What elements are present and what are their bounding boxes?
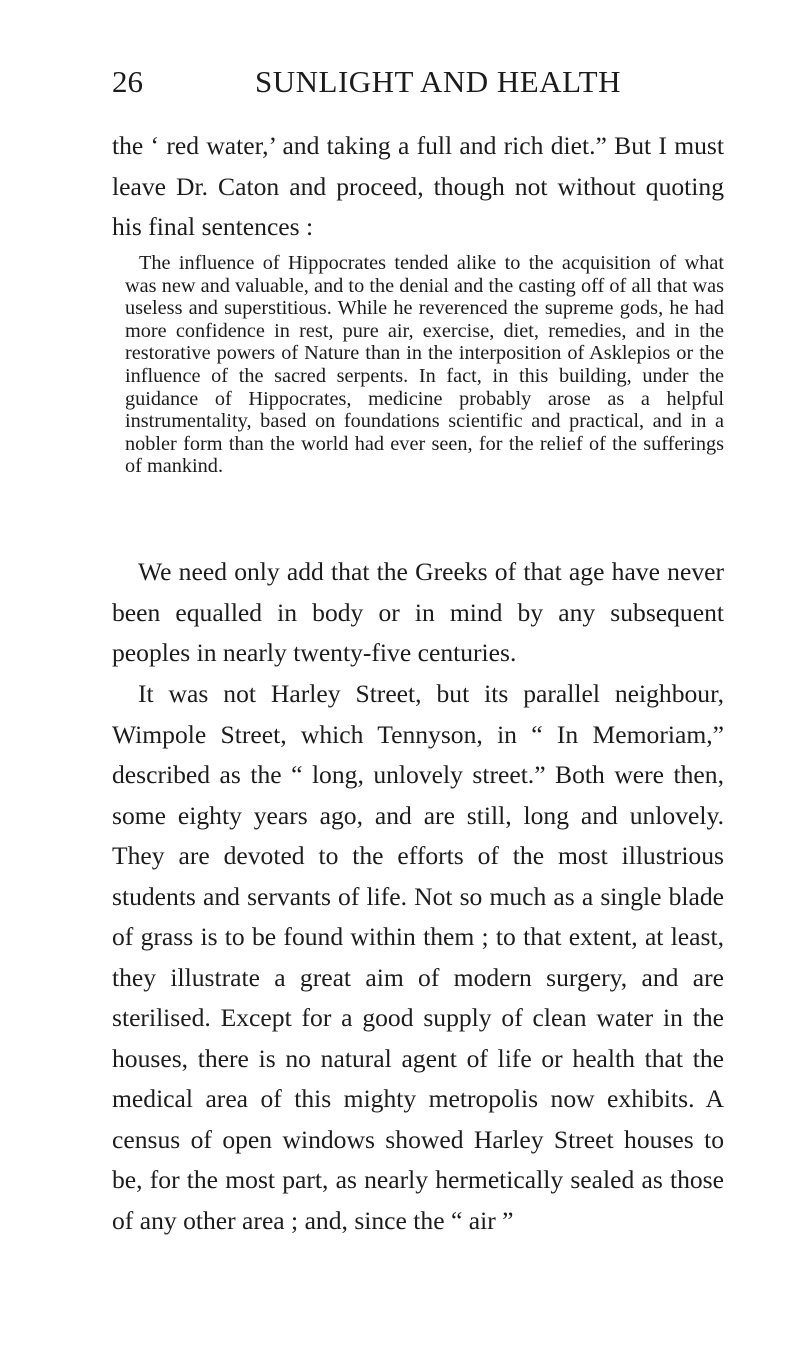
- running-title: SUNLIGHT AND HEALTH: [255, 64, 621, 99]
- lead-paragraph: the ‘ red water,’ and taking a full and rich diet.” But I must leave Dr. Caton and proceed, though not without quoting his final sentences :: [112, 131, 724, 241]
- block-quotation: The influence of Hippocrates tended alike to the acquisition of what was new and valuable, and to the denial and the casting off of all that was useless and superstitious. While he reverenced the supreme gods, he had more confidence in rest, pure air, exercise, diet, remedies, and in the restorative powers of Nature than in the interposition of Asklepios or the influence of the sacred serpents. In fact, in this building, under the guidance of Hippocrates, medicine probably arose as a helpful instrumentality, based on foundations scientific and practical, and in a nobler form than the world had ever seen, for the relief of the sufferings of mankind.: [125, 252, 724, 478]
- paragraph-harley-street: It was not Harley Street, but its parallel neighbour, Wimpole Street, which Tennyson, in “ In Memoriam,” described as the “ long, unlovely street.” Both were then, some eighty years ago, and are still, long and unlovely. They are devoted to the efforts of the most illustrious students and servants of life. Not so much as a single blade of grass is to be found within them ; to that extent, at least, they illustrate a great aim of modern surgery, and are sterilised. Except for a good supply of clean water in the houses, there is no natural agent of life or health that the medical area of this mighty metropolis now exhibits. A census of open windows showed Harley Street houses to be, for the most part, as nearly hermetically sealed as those of any other area ; and, since the “ air ”: [112, 679, 724, 1235]
- page-number: 26: [112, 64, 143, 99]
- page-header: [112, 62, 724, 102]
- paragraph-greeks: We need only add that the Greeks of that age have never been equalled in body or in mind by any subsequent peoples in nearly twenty-five centuries.: [112, 557, 724, 667]
